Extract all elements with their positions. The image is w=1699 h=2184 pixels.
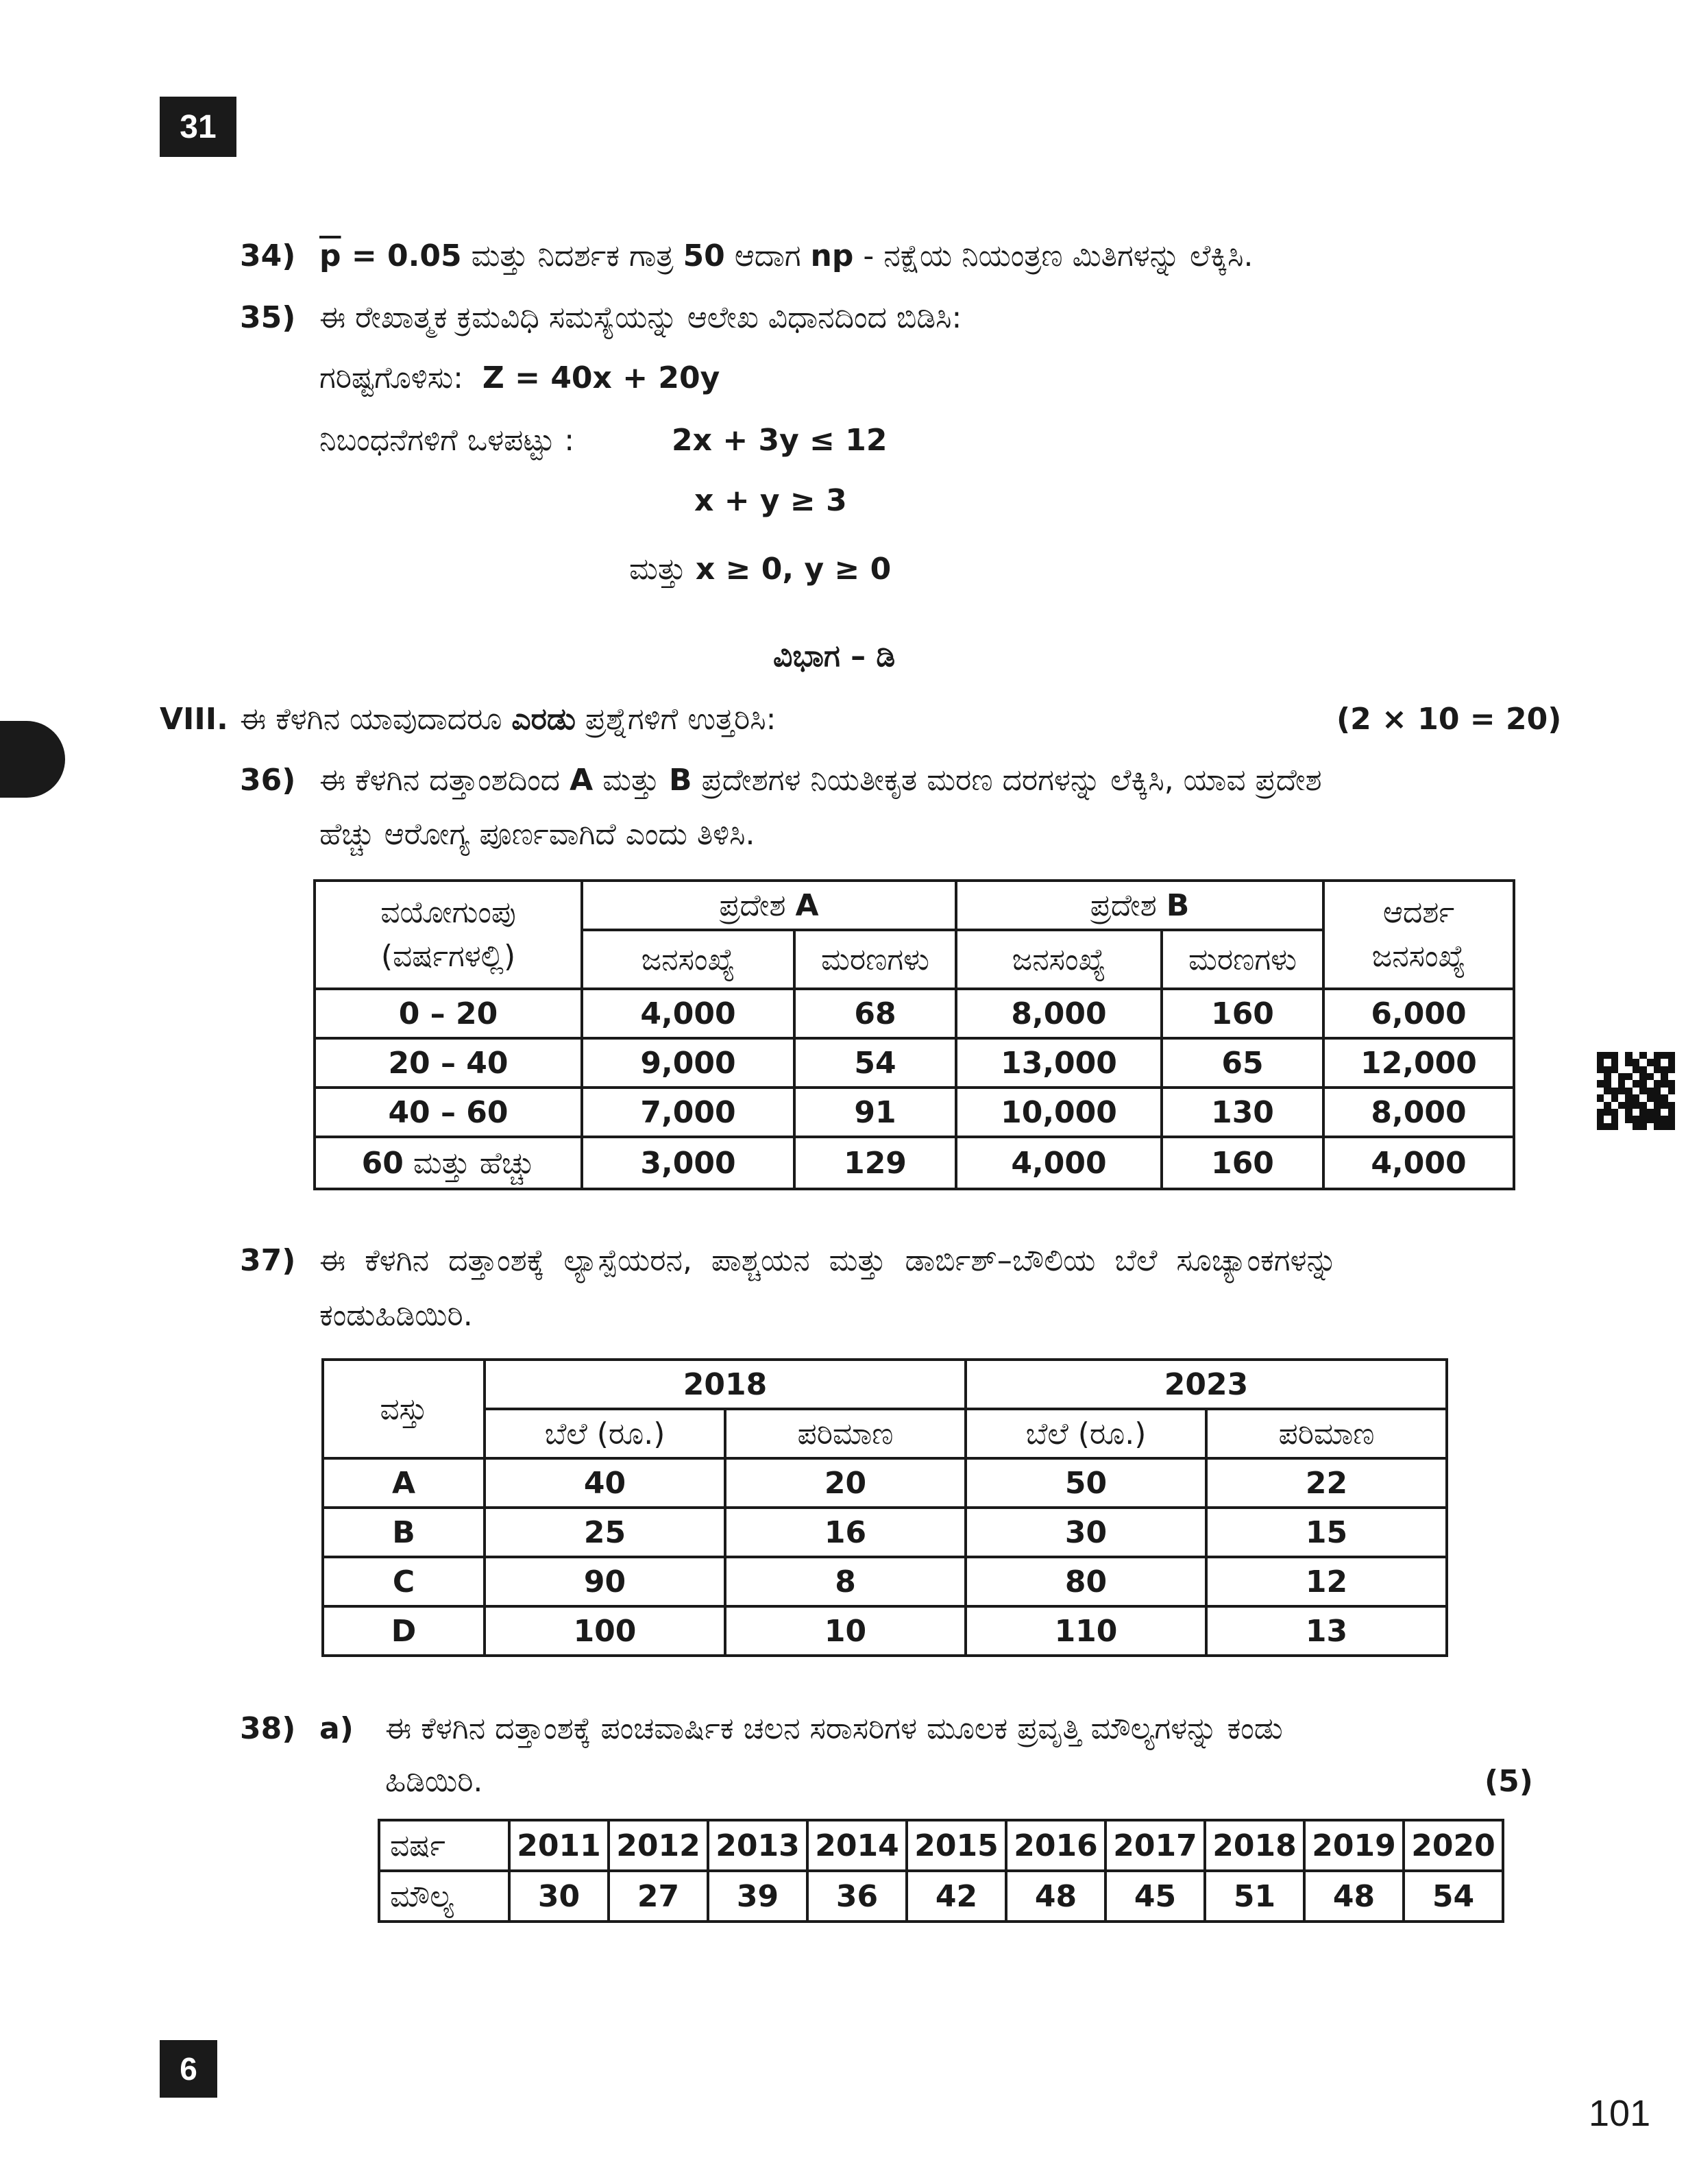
- year-cell: 2012: [609, 1820, 708, 1871]
- header-year: ವರ್ಷ: [379, 1820, 509, 1871]
- price-2018-cell: 25: [485, 1508, 725, 1557]
- pop-b-cell: 13,000: [956, 1038, 1162, 1088]
- table-row: [323, 1508, 1447, 1557]
- value-cell: 54: [1404, 1871, 1503, 1922]
- year-cell: 2014: [807, 1820, 907, 1871]
- deaths-a-cell: 91: [794, 1088, 956, 1137]
- value-cell: 48: [1304, 1871, 1404, 1922]
- year-cell: 2019: [1304, 1820, 1404, 1871]
- header-population-b: ಜನಸಂಖ್ಯೆ: [956, 930, 1162, 989]
- q36-c: ಮತ್ತು: [593, 763, 670, 798]
- header-year-2023: 2023: [966, 1360, 1447, 1409]
- section-marks: (2 × 10 = 20): [1336, 702, 1562, 737]
- std-cell: 12,000: [1323, 1038, 1514, 1088]
- question-36-number: 36): [240, 763, 296, 798]
- qty-2018-cell: 20: [725, 1458, 966, 1508]
- page-badge-top: [160, 97, 236, 157]
- q34-text-d: ಆದಾಗ: [724, 238, 811, 273]
- year-cell: 2018: [1205, 1820, 1304, 1871]
- price-index-table: [321, 1358, 1448, 1657]
- maximize-label: ಗರಿಷ್ಟಗೊಳಿಸು:: [319, 360, 463, 395]
- question-38-marks: (5): [1484, 1764, 1533, 1799]
- qty-2023-cell: 13: [1206, 1606, 1447, 1656]
- section-title: [773, 637, 895, 676]
- price-2023-cell: 80: [966, 1557, 1206, 1606]
- qty-2018-cell: 8: [725, 1557, 966, 1606]
- p-bar-symbol: $\overline{p}$: [319, 238, 341, 273]
- table-row-values: [379, 1871, 1503, 1922]
- qty-2018-cell: 10: [725, 1606, 966, 1656]
- question-34-text: [319, 237, 1253, 275]
- header-item: ವಸ್ತು: [323, 1360, 485, 1458]
- pop-b-cell: 10,000: [956, 1088, 1162, 1137]
- qty-2023-cell: 12: [1206, 1557, 1447, 1606]
- question-38-line1: ಈ ಕೆಳಗಿನ ದತ್ತಾಂಶಕ್ಕೆ ಪಂಚವಾರ್ಷಿಕ ಚಲನ ಸರಾಸರಿಗಳ ಮೂಲಕ ಪ್ರವೃತ್ತಿ ಮೌಲ್ಯಗಳನ್ನು ಕಂಡು: [385, 1711, 1283, 1746]
- year-cell: 2020: [1404, 1820, 1503, 1871]
- nonneg-constraint: x ≥ 0, y ≥ 0: [695, 552, 892, 587]
- instr-a: ಈ ಕೆಳಗಿನ ಯಾವುದಾದರೂ: [240, 702, 512, 737]
- price-2023-cell: 30: [966, 1508, 1206, 1557]
- header-region-a: [582, 881, 956, 930]
- deaths-a-cell: 68: [794, 989, 956, 1038]
- q34-chart-type: np: [810, 238, 854, 273]
- price-2023-cell: 50: [966, 1458, 1206, 1508]
- price-2018-cell: 100: [485, 1606, 725, 1656]
- deaths-b-cell: 160: [1162, 989, 1323, 1038]
- question-36-line1: [319, 761, 1322, 800]
- header-std-line1: ಆದರ್ಶ: [1382, 895, 1455, 930]
- region-b-letter: B: [1166, 887, 1190, 923]
- qty-2023-cell: 22: [1206, 1458, 1447, 1508]
- q34-value: = 0.05: [341, 238, 462, 273]
- q34-text-f: - ನಕ್ಷೆಯ ನಿಯಂತ್ರಣ ಮಿತಿಗಳನ್ನು ಲೆಕ್ಕಿಸಿ.: [853, 238, 1254, 273]
- table-row: [323, 1557, 1447, 1606]
- lpp-constraint-2: x + y ≥ 3: [694, 483, 847, 518]
- question-38-number: 38): [240, 1711, 296, 1746]
- header-qty-2023: ಪರಿಮಾಣ: [1206, 1409, 1447, 1458]
- table-row-years: [379, 1820, 1503, 1871]
- deaths-b-cell: 65: [1162, 1038, 1323, 1088]
- question-37-line1: ಈ ಕೆಳಗಿನ ದತ್ತಾಂಶಕ್ಕೆ ಲ್ಯಾಸ್ಪೆಯರನ, ಪಾಶ್ಚಯನ ಮತ್ತು ಡಾರ್ಬಿಶ್–ಬೌಲಿಯ ಬೆಲೆ ಸೂಚ್ಯಾಂಕಗಳನ್ನು: [319, 1243, 1337, 1278]
- qty-2023-cell: 15: [1206, 1508, 1447, 1557]
- header-qty-2018: ಪರಿಮಾಣ: [725, 1409, 966, 1458]
- section-roman: VIII.: [160, 702, 228, 737]
- header-deaths-a: ಮರಣಗಳು: [794, 930, 956, 989]
- price-2018-cell: 40: [485, 1458, 725, 1508]
- age-word: ಮತ್ತು ಹೆಚ್ಚು: [403, 1145, 535, 1181]
- lpp-constraint-1: 2x + 3y ≤ 12: [672, 423, 888, 458]
- page-number: 101: [1589, 2093, 1651, 2134]
- year-cell: 2011: [509, 1820, 609, 1871]
- year-cell: 2013: [708, 1820, 807, 1871]
- table-row: [315, 1038, 1514, 1088]
- item-cell: A: [323, 1458, 485, 1508]
- header-value: ಮೌಲ್ಯ: [379, 1871, 509, 1922]
- age-cell: [315, 1137, 582, 1189]
- lpp-objective: [319, 359, 720, 397]
- side-tab-marker: [0, 721, 65, 798]
- table-row: [323, 1458, 1447, 1508]
- pop-a-cell: 7,000: [582, 1088, 794, 1137]
- lpp-nonnegativity: [629, 550, 891, 589]
- question-37-line2: ಕಂಡುಹಿಡಿಯಿರಿ.: [319, 1298, 473, 1333]
- q34-text-b: ಮತ್ತು ನಿದರ್ಶಕ ಗಾತ್ರ: [461, 238, 683, 273]
- item-cell: C: [323, 1557, 485, 1606]
- table-row: [323, 1606, 1447, 1656]
- year-cell: 2016: [1006, 1820, 1105, 1871]
- age-cell: 40 – 60: [315, 1088, 582, 1137]
- section-dash: –: [840, 639, 877, 674]
- deaths-a-cell: 54: [794, 1038, 956, 1088]
- death-rate-table: [313, 879, 1515, 1190]
- age-num: 60: [361, 1145, 404, 1181]
- table-row: [315, 989, 1514, 1038]
- deaths-b-cell: 160: [1162, 1137, 1323, 1189]
- section-letter: ಡಿ: [876, 639, 896, 674]
- section-word: ವಿಭಾಗ: [773, 639, 840, 674]
- value-cell: 45: [1105, 1871, 1205, 1922]
- header-std-line2: ಜನಸಂಖ್ಯೆ: [1371, 939, 1466, 974]
- pop-b-cell: 4,000: [956, 1137, 1162, 1189]
- std-cell: 6,000: [1323, 989, 1514, 1038]
- question-34: [240, 237, 295, 275]
- header-region-b: [956, 881, 1323, 930]
- section-instruction: [240, 700, 776, 739]
- objective-function: Z = 40x + 20y: [482, 360, 720, 395]
- year-cell: 2015: [907, 1820, 1006, 1871]
- value-cell: 27: [609, 1871, 708, 1922]
- value-cell: 36: [807, 1871, 907, 1922]
- page-badge-bottom-text: 6: [180, 2051, 197, 2087]
- header-age-line2: (ವರ್ಷಗಳಲ್ಲಿ): [380, 939, 516, 974]
- question-37-number: 37): [240, 1243, 296, 1278]
- header-age-group: [315, 881, 582, 989]
- pop-b-cell: 8,000: [956, 989, 1162, 1038]
- price-2023-cell: 110: [966, 1606, 1206, 1656]
- instr-two: ಎರಡು: [511, 702, 576, 737]
- header-deaths-b: ಮರಣಗಳು: [1162, 930, 1323, 989]
- table-row: [315, 1088, 1514, 1137]
- age-cell: 20 – 40: [315, 1038, 582, 1088]
- region-b-word: ಪ್ರದೇಶ: [1090, 887, 1166, 923]
- qr-code: [1597, 1052, 1675, 1130]
- question-35-text: ಈ ರೇಖಾತ್ಮಕ ಕ್ರಮವಿಧಿ ಸಮಸ್ಯೆಯನ್ನು ಆಲೇಖ ವಿಧಾನದಿಂದ ಬಿಡಿಸಿ:: [319, 300, 962, 335]
- table-row: [315, 1137, 1514, 1189]
- pop-a-cell: 4,000: [582, 989, 794, 1038]
- question-38-line2: ಹಿಡಿಯಿರಿ.: [385, 1764, 483, 1799]
- year-cell: 2017: [1105, 1820, 1205, 1871]
- q36-e: ಪ್ರದೇಶಗಳ ನಿಯತೀಕೃತ ಮರಣ ದರಗಳನ್ನು ಲೆಕ್ಕಿಸಿ, ಯಾವ ಪ್ರದೇಶ: [692, 763, 1322, 798]
- std-cell: 4,000: [1323, 1137, 1514, 1189]
- item-cell: D: [323, 1606, 485, 1656]
- age-cell: 0 – 20: [315, 989, 582, 1038]
- value-cell: 48: [1006, 1871, 1105, 1922]
- std-cell: 8,000: [1323, 1088, 1514, 1137]
- header-standard-population: [1323, 881, 1514, 989]
- value-cell: 39: [708, 1871, 807, 1922]
- header-population-a: ಜನಸಂಖ್ಯೆ: [582, 930, 794, 989]
- header-age-line1: ವಯೋಗುಂಪು: [380, 895, 516, 930]
- question-38-part: a): [319, 1711, 354, 1746]
- q36-region-b: B: [669, 763, 692, 798]
- deaths-a-cell: 129: [794, 1137, 956, 1189]
- header-year-2018: 2018: [485, 1360, 966, 1409]
- page-badge-bottom: [160, 2040, 217, 2098]
- item-cell: B: [323, 1508, 485, 1557]
- q36-a: ಈ ಕೆಳಗಿನ ದತ್ತಾಂಶದಿಂದ: [319, 763, 570, 798]
- instr-c: ಪ್ರಶ್ನೆಗಳಿಗೆ ಉತ್ತರಿಸಿ:: [575, 702, 777, 737]
- pop-a-cell: 9,000: [582, 1038, 794, 1088]
- price-2018-cell: 90: [485, 1557, 725, 1606]
- and-word: ಮತ್ತು: [629, 552, 686, 587]
- lpp-constraint-label: ನಿಬಂಧನೆಗಳಿಗೆ ಒಳಪಟ್ಟು :: [319, 423, 575, 458]
- region-a-word: ಪ್ರದೇಶ: [719, 887, 796, 923]
- pop-a-cell: 3,000: [582, 1137, 794, 1189]
- q34-sample-size: 50: [683, 238, 725, 273]
- q36-region-a: A: [570, 763, 594, 798]
- value-cell: 42: [907, 1871, 1006, 1922]
- moving-average-table: [378, 1819, 1504, 1923]
- value-cell: 51: [1205, 1871, 1304, 1922]
- question-36-line2: ಹೆಚ್ಚು ಆರೋಗ್ಯ ಪೂರ್ಣವಾಗಿದೆ ಎಂದು ತಿಳಿಸಿ.: [319, 817, 755, 852]
- deaths-b-cell: 130: [1162, 1088, 1323, 1137]
- qty-2018-cell: 16: [725, 1508, 966, 1557]
- region-a-letter: A: [795, 887, 819, 923]
- question-35-number: 35): [240, 300, 296, 335]
- page-badge-top-text: 31: [180, 108, 217, 145]
- value-cell: 30: [509, 1871, 609, 1922]
- header-price-2023: ಬೆಲೆ (ರೂ.): [966, 1409, 1206, 1458]
- question-number: 34): [240, 238, 296, 273]
- header-price-2018: ಬೆಲೆ (ರೂ.): [485, 1409, 725, 1458]
